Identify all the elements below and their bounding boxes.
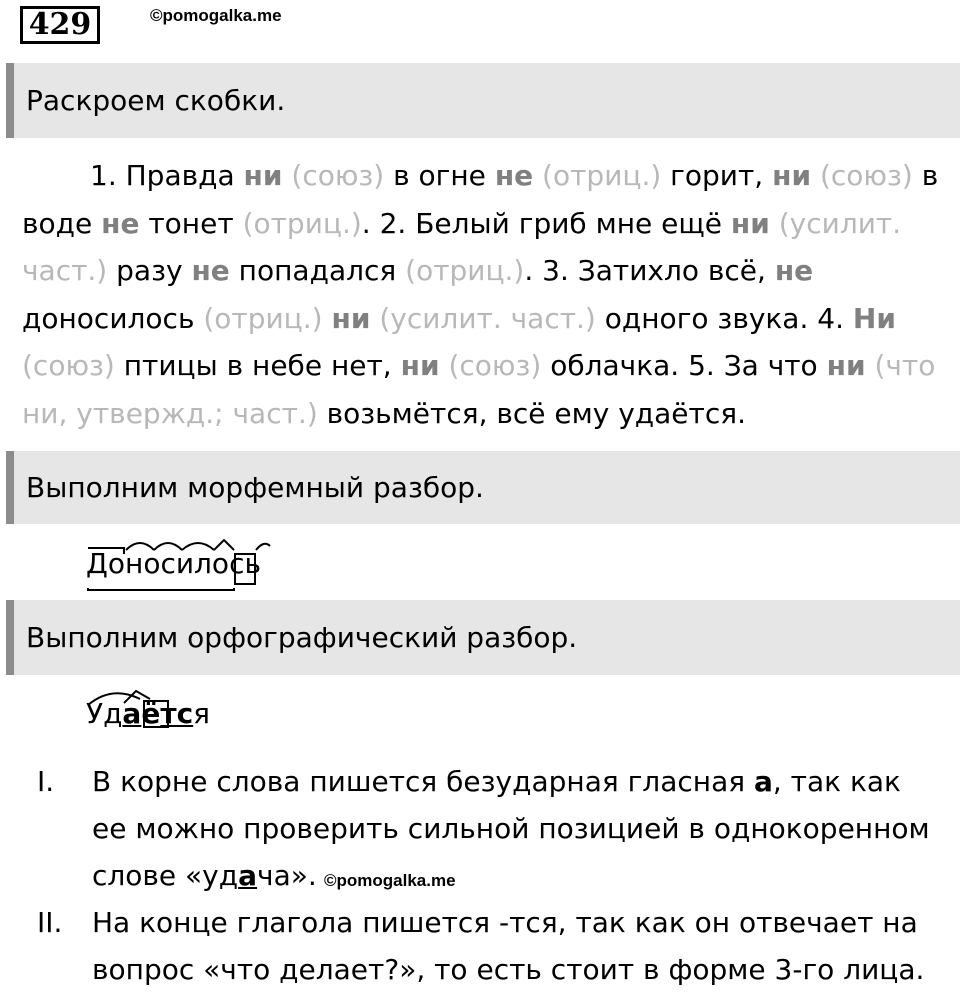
grammar-note: (усилит. част.) [370,301,596,335]
suffix-mark [214,540,234,550]
list-text: ча». [257,859,317,892]
grammar-note: (союз) [22,349,115,382]
list-underlined: а [238,859,258,892]
list-text: На конце глагола пишется -тся, так как он отвечает на вопрос «что делает?», то есть стоит в форме 3-го лица. [92,906,925,986]
particle-word: ни [826,349,866,382]
grammar-note: (усилит. част.) [22,206,902,287]
task-number: 429 [20,6,100,44]
word-part: я [193,697,211,730]
morpheme-word: Доносилось [86,547,261,580]
grammar-note: (отриц.) [533,159,662,192]
root-arc [126,543,154,550]
grammar-note: (союз) [282,159,385,192]
sentence-text: в огне [384,159,495,192]
grammar-note: (что ни, утвержд.; част.) [22,349,936,430]
ending-box [235,554,255,584]
root-arc [154,543,182,550]
heading-text: Выполним орфографический разбор. [26,621,578,654]
exercise-text [22,152,952,437]
sentence-text: доносилось [22,301,204,335]
word-part: с [176,697,194,730]
word-part: а [122,697,142,730]
list-item [22,899,942,993]
section-heading-morpheme [6,451,960,524]
sentence-text: одного звука. 4. [595,301,853,335]
sentence-text: облачка. 5. За что [541,349,827,382]
morpheme-marks [80,532,280,592]
particle-word: ни [772,159,812,192]
list-marker: II. [37,906,63,939]
sentence-text: попадался [229,254,406,287]
list-marker: I. [37,765,55,798]
list-bold: а [753,765,773,798]
particle-word: не [101,206,140,240]
word-part: т [160,697,177,730]
orthography-marks [80,683,220,733]
particle-word: ни [243,159,283,192]
watermark-top: ©pomogalka.me [150,6,282,25]
list-text: , так как ее можно проверить сильной позицией в однокоренном слове «уд [92,765,930,892]
prefix-mark [88,548,124,554]
section-heading-orthography [6,600,960,675]
sentence-text: тонет [139,206,243,240]
particle-word: не [191,254,230,287]
sentence-text: . 2. Белый гриб мне ещё [361,206,731,240]
sentence-text: птицы в небе нет, [114,349,401,382]
particle-word: ни [400,349,440,382]
word-part: Уд [86,697,123,730]
grammar-note: (союз) [811,159,913,192]
sentence-text: . 3. Затихло всё, [524,254,775,287]
section-heading-brackets [6,63,960,138]
word-part: ё [141,697,161,730]
exercise-paragraph [22,152,952,437]
grammar-note: (отриц.) [405,254,525,287]
sentence-text: возьмётся, всё ему удаётся. [317,396,746,430]
root-arc [182,543,214,550]
list-text: В корне слова пишется безударная гласная [92,765,754,798]
ending-box [144,701,168,727]
list-item [22,758,942,899]
sentence-text: горит, [661,159,773,192]
sentence-text: 1. Правда [90,159,244,192]
grammar-note: (отриц.) [203,301,323,335]
particle-word: не [774,254,814,287]
grammar-note: (союз) [439,349,542,382]
watermark-middle: ©pomogalka.me [324,871,456,890]
base-underline [88,588,234,590]
explanation-list [22,758,942,993]
grammar-note: (отриц.) [242,206,362,240]
particle-word: ни [331,301,371,335]
heading-text: Выполним морфемный разбор. [26,471,484,504]
particle-word: ни [730,206,770,240]
particle-word: не [494,159,534,192]
heading-text: Раскроем скобки. [26,84,286,117]
postfix-mark [256,544,270,550]
particle-word: Ни [852,301,896,335]
sentence-text: в воде [22,159,939,240]
sentence-text: разу [107,254,192,287]
